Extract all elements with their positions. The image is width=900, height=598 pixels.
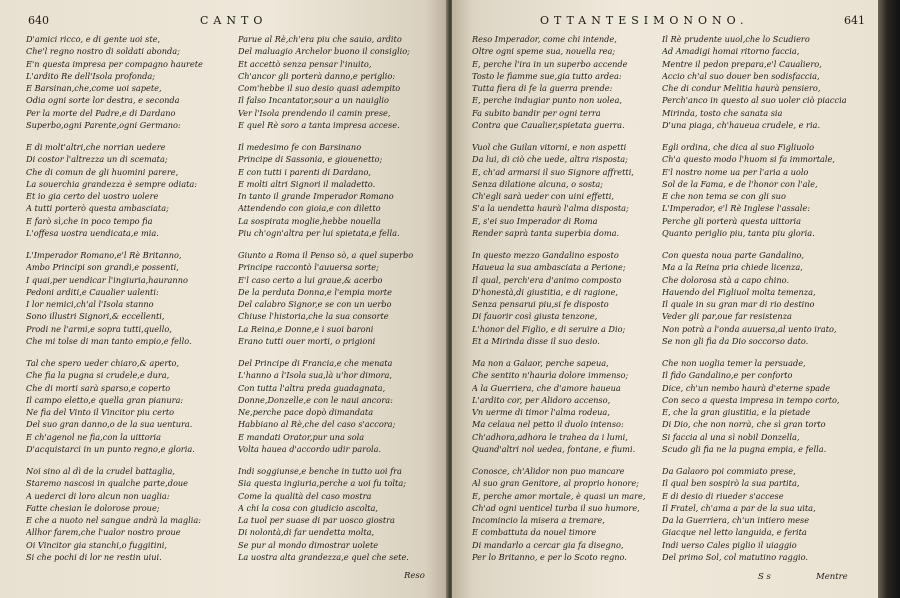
verse-line: L'honor del Figlio, e di seruire a Dio; <box>472 323 626 334</box>
verse-line: Conosce, ch'Alidor non puo mancare <box>472 466 625 476</box>
verse-line: E mandati Orator,pur una sola <box>238 431 365 442</box>
verse-line: Mentre il pedon prepara,e'l Caualiero, <box>662 58 822 69</box>
verse-line: In tanto il grande Imperador Romano <box>238 191 394 201</box>
verse-line: La uostra alta grandezza,e quel che sete. <box>238 551 409 562</box>
verse-line: Accio ch'al suo douer ben sodisfaccia, <box>662 70 820 81</box>
verse-line: L'offesa uostra uendicata,e mia. <box>26 227 159 238</box>
verse-line: Ch'egli sarà ueder con uini effetti, <box>472 191 614 201</box>
verse-line: Di Dio, che non norrà, che sì gran torto <box>662 419 826 430</box>
verse-line: L'ardito Re dell'Isola profonda; <box>26 70 156 81</box>
verse-line: Dice, ch'un nembo haurà d'eterne spade <box>662 382 831 393</box>
verse-line: Principe raccontò l'auuersa sorte; <box>238 262 379 273</box>
verse-line: Superbo,ogni Parente,ogni Germano: <box>26 119 181 130</box>
text-column-right-1 <box>472 33 645 563</box>
verse-line: Che non uoglia temer la persuade, <box>662 358 806 368</box>
verse-line: Perche gli porterà questa uittoria <box>662 215 802 226</box>
running-head: OTTANTESIMONONO. <box>540 14 749 27</box>
verse-line: Si faccia al una sì nobil Donzella, <box>662 431 800 442</box>
verse-line: Com'hebbe il suo desio quasi adempito <box>238 83 401 93</box>
verse-line: Il falso Incantator,sour a un nauiglio <box>238 95 389 106</box>
verse-line: Reso Imperador, come chi intende, <box>472 34 617 44</box>
verse-line: Il quale in su gran mar di rio destino <box>662 299 815 309</box>
verse-line: Tal che spero ueder chiaro,& aperto, <box>26 358 180 368</box>
verse-line: D'honestà,di giustitia, e di ragione, <box>472 286 619 297</box>
verse-line: E che a nuoto nel sangue andrà la maglia: <box>26 515 201 525</box>
verse-line: Per la morte del Padre,e di Dardano <box>26 107 176 118</box>
verse-line: Ch'ancor gli porterà danno,e periglio: <box>238 70 396 81</box>
verse-line: Parue al Rè,ch'era piu che sauio, ardito <box>238 34 402 44</box>
verse-line: Principe di Sassonia, e giouenetto; <box>238 154 383 165</box>
page-number: 641 <box>844 14 865 27</box>
verse-line: Haueua la sua ambasciata a Perione; <box>472 262 626 273</box>
verse-line: Che mi tolse di man tanto empio,e fello. <box>26 335 192 346</box>
verse-line: Noi sino al dì de la crudel battaglia, <box>26 466 175 476</box>
verse-line: I quai,per uendicar l'ingiuria,hauranno <box>26 274 188 285</box>
verse-line: La sospirata moglie,hebbe nouella <box>238 215 381 226</box>
verse-line: E'n questa impresa per compagno haurete <box>26 58 203 69</box>
verse-line: Ch'a questo modo l'huom si fa immortale, <box>662 154 835 165</box>
verse-line: Ch'ad ogni uenticel turba il suo humore, <box>472 502 640 513</box>
verse-line: La Reina,e Donne,e i suoi baroni <box>238 323 374 334</box>
verse-line: Di mandarlo a cercar gia fa disegno, <box>472 539 624 550</box>
verse-line: Come la qualità del caso mostra <box>238 490 372 501</box>
verse-line: Odia ogni sorte lor destra, e seconda <box>26 95 180 106</box>
verse-line: Si che pochi di lor ne restin uiui. <box>26 551 162 562</box>
verse-line: Pedoni arditi,e Caualier ualenti: <box>26 286 159 297</box>
verse-line: Erano tutti ouer morti, o prigioni <box>238 335 376 346</box>
verse-line: D'una piaga, ch'haueua crudele, e ria. <box>662 119 821 130</box>
verse-line: Quand'altri nol uedea, fontane, e fiumi. <box>472 443 636 454</box>
page-number: 640 <box>28 14 49 27</box>
verse-line: Allhor farem,che l'ualor nostro proue <box>26 527 181 538</box>
verse-line: Oi Vincitor gia stanchi,o fuggitini, <box>26 539 167 550</box>
verse-line: Per lo Britanno, e per lo Scoto regno. <box>472 551 627 562</box>
verse-line: Da Galaoro poi commiato prese, <box>662 466 796 476</box>
verse-line: Ma celaua nel petto il duolo intenso: <box>472 419 624 430</box>
verse-line: Ch'adhora,adhora le trahea da i lumi, <box>472 431 628 442</box>
verse-line: E farò sì,che in poco tempo fia <box>26 215 153 226</box>
verse-line: E, perche l'ira in un superbo accende <box>472 58 628 69</box>
catchword: Reso <box>404 571 425 581</box>
verse-line: De la perduta Donna,e l'empia morte <box>238 286 392 297</box>
verse-line: A tutti porterò questa ambasciata; <box>26 203 169 214</box>
catchword: Mentre <box>816 572 848 582</box>
verse-line: Ne,perche pace dopò dimandata <box>238 407 374 417</box>
verse-line: I lor nemici,ch'al l'Isola stanno <box>26 299 154 309</box>
verse-line: Ad Amadigi homai ritorno faccia, <box>662 46 800 57</box>
verse-line: Con tutta l'altra preda guadagnata, <box>238 382 386 393</box>
verse-line: Scudo gli fia ne la pugna empia, e fella. <box>662 443 827 454</box>
verse-line: Render saprà tanta superbia doma. <box>472 227 620 238</box>
verse-line: E di molt'altri,che norrian uedere <box>26 142 166 152</box>
verse-line: Al suo gran Genitore, al proprio honore; <box>472 478 639 489</box>
verse-line: Il Rè prudente uuol,che lo Scudiero <box>662 34 810 44</box>
verse-line: Da la Guerriera, ch'un intiero mese <box>662 515 810 525</box>
right-page <box>452 0 878 598</box>
verse-line: Staremo nascosi in qualche parte,doue <box>26 478 189 489</box>
verse-line: E, perche amor mortale, è quasi un mare, <box>472 490 646 501</box>
verse-line: Sol de la Fama, e de l'honor con l'ale, <box>662 178 818 189</box>
verse-line: Perch'anco in questo al suo uoler ciò piaccia <box>662 95 847 106</box>
verse-line: Il campo eletto,e quella gran pianura: <box>26 394 184 405</box>
verse-line: E con tutti i parenti di Dardano, <box>238 166 371 177</box>
verse-line: Tutta fiera di fe la guerra prende: <box>472 83 613 93</box>
verse-line: A la Guerriera, che d'amore haueua <box>472 382 621 393</box>
verse-line: Mirinda, tosto che sanata sia <box>662 107 783 118</box>
verse-line: Chiuse l'historia,che la sua consorte <box>238 311 389 322</box>
verse-line: Sono illustri Signori,& eccellenti, <box>26 311 165 322</box>
verse-line: Egli ordina, che dica al suo Figliuolo <box>662 142 814 152</box>
verse-line: E'l nostro nome ua per l'aria a uolo <box>662 166 809 177</box>
verse-line: Ambo Principi son grandi,e possenti, <box>26 262 179 273</box>
verse-line: Veder gli par,oue far resistenza <box>662 311 792 322</box>
verse-line: Piu ch'ogn'altra per lui spietata,e fella. <box>238 227 400 238</box>
verse-line: E, perche indugiar punto non uolea, <box>472 95 622 106</box>
verse-line: Del calabro Signor,e se con un uerbo <box>238 299 392 309</box>
verse-line: L'hanno a l'Isola sua,là u'hor dimora, <box>238 370 392 381</box>
verse-line: Fa subito bandir per ogni terra <box>472 107 601 118</box>
verse-line: Ne fia del Vinto il Vincitor piu certo <box>26 407 175 417</box>
verse-line: E combattuta da nouel timore <box>472 527 597 538</box>
verse-line: E molti altri Signori il maladetto. <box>238 178 376 189</box>
verse-line: Che sentito n'haurìa dolore immenso; <box>472 370 629 381</box>
verse-line: Et io gia certo del uostro uolere <box>26 191 159 201</box>
verse-line: Donne,Donzelle,e con le naui ancora: <box>238 394 393 405</box>
verse-line: Giunto a Roma il Penso sò, a quel superbo <box>238 250 414 260</box>
verse-line: Se non gli fia da Dio soccorso dato. <box>662 335 809 346</box>
verse-line: Del primo Sol, col matutino raggio. <box>662 551 809 562</box>
verse-line: Con questa noua parte Gandalino, <box>662 250 804 260</box>
verse-line: A chi la cosa con giudicio ascolta, <box>238 502 379 513</box>
verse-line: L'ardito cor, per Alidoro accenso, <box>472 394 611 405</box>
verse-line: La souerchia grandezza è sempre odiata: <box>26 178 198 189</box>
verse-line: D'amici ricco, e di gente uoi ste, <box>26 34 161 44</box>
verse-line: Il medesimo fe con Barsinano <box>238 142 362 152</box>
text-column-right-2 <box>662 33 847 563</box>
verse-line: Non potrà a l'onda auuersa,al uento irato, <box>662 323 837 334</box>
verse-line: Fatte chesian le dolorose proue; <box>26 502 160 513</box>
verse-line: Del maluagio Archelor buono il consiglio; <box>238 46 410 57</box>
verse-line: Il Fratel, ch'ama a par de la sua uita, <box>662 502 816 513</box>
verse-line: Oltre ogni speme sua, nouella rea; <box>472 46 616 57</box>
verse-line: Da lui, di ciò che uede, altra risposta; <box>472 154 628 165</box>
verse-line: E che non tema se con gli suo <box>662 191 786 201</box>
verse-line: Il qual, perch'era d'animo composto <box>472 274 622 285</box>
verse-line: Ma non a Galaor, perche sapeua, <box>472 358 609 368</box>
verse-line: Che'l regno nostro di soldati abonda; <box>26 46 180 57</box>
verse-line: E, che la gran giustitia, e la pietade <box>662 407 811 417</box>
verse-line: Senza dilatione alcuna, o sosta; <box>472 178 603 189</box>
verse-line: E, s'ei suo Imperador di Roma <box>472 215 598 226</box>
verse-line: L'Imperador, e'l Rè Inglese l'assale: <box>662 203 811 214</box>
verse-line: Indi soggiunse,e benche in tutto uoi fra <box>238 466 402 476</box>
verse-line: Di costor l'altrezza un di scemata; <box>26 154 168 165</box>
verse-line: In questo mezzo Gandalino esposto <box>472 250 619 260</box>
verse-line: Che di comun de gli huomini parere, <box>26 166 179 177</box>
verse-line: Sia questa ingiuria,perche a uoi fu tolta; <box>238 478 406 489</box>
verse-line: E quel Rè soro a tanta impresa accese. <box>238 119 400 130</box>
text-column-left-1 <box>26 33 203 563</box>
verse-line: Tosto le fiamme sue,gia tutto ardea: <box>472 70 622 81</box>
verse-line: Hauendo del Figliuol molta temenza, <box>662 286 816 297</box>
verse-line: Con seco a questa impresa in tempo corto, <box>662 394 840 405</box>
verse-line: Di nolontà,di far uendetta molta, <box>238 527 375 538</box>
left-page <box>0 0 448 598</box>
verse-line: Di fauorir così giusta tenzone, <box>472 311 598 322</box>
verse-line: Et a Mirinda disse il suo desio. <box>472 335 600 346</box>
text-column-left-2 <box>238 33 413 563</box>
verse-line: Vn uerme di timor l'alma rodeua, <box>472 407 610 417</box>
verse-line: Il fido Gandalino,e per conforto <box>662 370 793 381</box>
verse-line: Volta hauea d'accordo udir parola. <box>238 443 382 454</box>
verse-line: E'l caso certo a lui graue,& acerbo <box>238 274 383 285</box>
verse-line: Et accettò senza pensar l'inuito, <box>238 58 372 69</box>
verse-line: Il qual ben sospirò la sua partita, <box>662 478 800 489</box>
verse-line: Contra que Caualier,spietata guerra. <box>472 119 625 130</box>
verse-line: Che dolorosa stà a capo chino. <box>662 274 790 285</box>
verse-line: Senza pensarui piu,si fe disposto <box>472 299 609 309</box>
verse-line: E Barsinan,che,come uoi sapete, <box>26 83 162 93</box>
verse-line: Habbiano al Rè,che del caso s'accora; <box>238 419 396 430</box>
verse-line: D'acquistarci in un punto regno,e gloria. <box>26 443 195 454</box>
verse-line: Incomincio la misera a tremare, <box>472 515 605 525</box>
verse-line: E ch'agenol ne fia,con la uittoria <box>26 431 162 442</box>
verse-line: Ma a la Reina pria chiede licenza, <box>662 262 803 273</box>
verse-line: Attendendo con gioia,e con diletto <box>238 203 381 214</box>
verse-line: Se pur al mondo dimostrar uolete <box>238 539 379 550</box>
verse-line: E, ch'ad armarsi il suo Signore affretti, <box>472 166 634 177</box>
verse-line: L'Imperador Romano,e'l Rè Britanno, <box>26 250 182 260</box>
verse-line: Che di morti sarà sparso,e coperto <box>26 382 171 393</box>
verse-line: Che di condur Melitia haurà pensiero, <box>662 83 821 93</box>
running-head: CANTO <box>200 14 268 27</box>
verse-line: Ver l'Isola prendendo il camin prese, <box>238 107 391 118</box>
verse-line: Vuol che Guilan vitorni, e non aspetti <box>472 142 627 152</box>
verse-line: Del Principe di Francia,e che menata <box>238 358 393 368</box>
signature-mark: S s <box>758 572 771 582</box>
verse-line: E di desio di riueder s'accese <box>662 490 784 501</box>
verse-line: Indi uerso Cales piglio il uiaggio <box>662 539 797 550</box>
verse-line: La tuol per suase di par uosco giostra <box>238 515 395 525</box>
verse-line: Quanto periglio piu, tanta piu gloria. <box>662 227 815 238</box>
verse-line: A uederci di loro alcun non uaglia: <box>26 490 170 501</box>
page-edge <box>878 0 900 598</box>
verse-line: Prodi ne l'armi,e sopra tutti,quello, <box>26 323 172 334</box>
verse-line: S'a la uendetta haurà l'alma disposta; <box>472 203 629 214</box>
verse-line: Che fia la pugna si crudele,e dura, <box>26 370 170 381</box>
verse-line: Del suo gran danno,o de la sua uentura. <box>26 419 193 430</box>
verse-line: Giacque nel letto languida, e ferita <box>662 527 807 538</box>
